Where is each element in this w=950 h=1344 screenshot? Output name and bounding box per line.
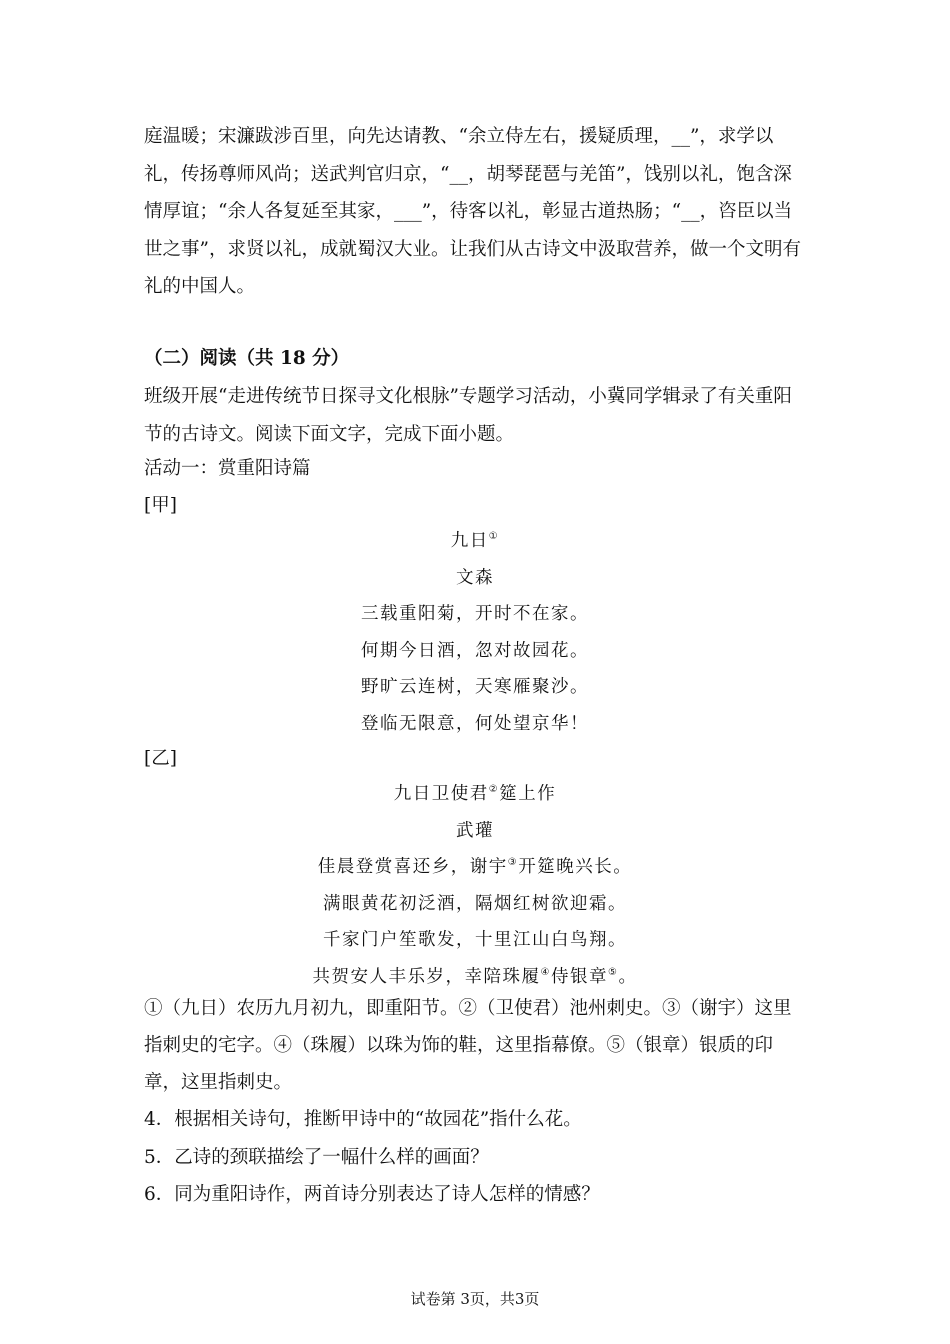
activity-label: 活动一：赏重阳诗篇 xyxy=(144,458,311,479)
task-intro: 班级开展“走进传统节日探寻文化根脉”专题学习活动，小冀同学辑录了有关重阳节的古诗文。阅读下面文字，完成下面小题。 xyxy=(144,386,792,445)
intro-paragraph: 庭温暖；宋濂跋涉百里，向先达请教、“余立侍左右，援疑质理，__”，求学以礼，传扬尊师风尚；送武判官归京，“__，胡琴琵琶与羌笛”，饯别以礼，饱含深情厚谊；“余人各复延至其家，___”，待客以礼，彰显古道热肠；“__，咨臣以当世之事”，求贤以礼，成就蜀汉大业。让我们从古诗文中汲取营养，做一个文明有礼的中国人。 xyxy=(144,126,801,297)
poem-yi-line-4-c: 。 xyxy=(618,966,638,987)
poem-jia-line-1: 三载重阳菊，开时不在家。 xyxy=(361,604,589,624)
poem-yi-line-1 xyxy=(0,849,950,886)
poem-yi-author: 武瓘 xyxy=(456,820,494,841)
poem-jia-line-3: 野旷云连树，天寒雁聚沙。 xyxy=(361,677,589,697)
footnote-marker-5: ⑤ xyxy=(608,966,619,978)
poem-yi-title-b: 筵上作 xyxy=(499,784,557,804)
footnote-marker-4: ④ xyxy=(540,966,551,978)
footnote-marker-3: ③ xyxy=(507,857,519,868)
poem-jia-line-4: 登临无限意，何处望京华！ xyxy=(361,713,589,734)
poem-yi-line-4-a: 共贺安人丰乐岁，幸陪珠履 xyxy=(312,966,541,987)
poem-jia-author: 文森 xyxy=(456,567,494,588)
footnote-marker-2: ② xyxy=(488,784,500,795)
poem-jia xyxy=(0,523,950,742)
footnotes: ①（九日）农历九月初九，即重阳节。②（卫使君）池州刺史。③（谢宇）这里指刺史的宅字。④（珠履）以珠为饰的鞋，这里指幕僚。⑤（银章）银质的印章，这里指刺史。 xyxy=(144,998,792,1093)
poem-yi xyxy=(0,776,950,995)
footnote-marker-1: ① xyxy=(488,531,500,542)
question-5: 5．乙诗的颈联描绘了一幅什么样的画面？ xyxy=(144,1147,489,1168)
page-footer: 试卷第 3页，共3页 xyxy=(410,1290,540,1308)
poem-yi-marker: [乙] xyxy=(144,748,177,769)
poem-jia-title xyxy=(0,523,950,560)
poem-jia-marker: [甲] xyxy=(144,495,177,516)
question-6: 6．同为重阳诗作，两首诗分别表达了诗人怎样的情感？ xyxy=(144,1184,600,1205)
poem-yi-line-4-b: 侍银章 xyxy=(551,966,608,987)
poem-yi-title xyxy=(0,776,950,813)
poem-jia-title-text: 九日 xyxy=(450,531,489,551)
section-title: （二）阅读（共 18 分） xyxy=(144,348,350,369)
poem-yi-title-a: 九日卫使君 xyxy=(393,784,489,804)
poem-yi-line-1-a: 佳晨登赏喜还乡，谢宇 xyxy=(317,857,508,877)
poem-jia-line-2: 何期今日酒，忽对故园花。 xyxy=(361,640,589,661)
poem-yi-line-1-b: 开筵晚兴长。 xyxy=(518,857,633,877)
poem-yi-line-2: 满眼黄花初泛酒，隔烟红树欲迎霜。 xyxy=(323,893,627,914)
question-4: 4．根据相关诗句，推断甲诗中的“故园花”指什么花。 xyxy=(144,1109,582,1130)
poem-yi-line-3: 千家门户笙歌发，十里江山白鸟翔。 xyxy=(323,930,627,950)
